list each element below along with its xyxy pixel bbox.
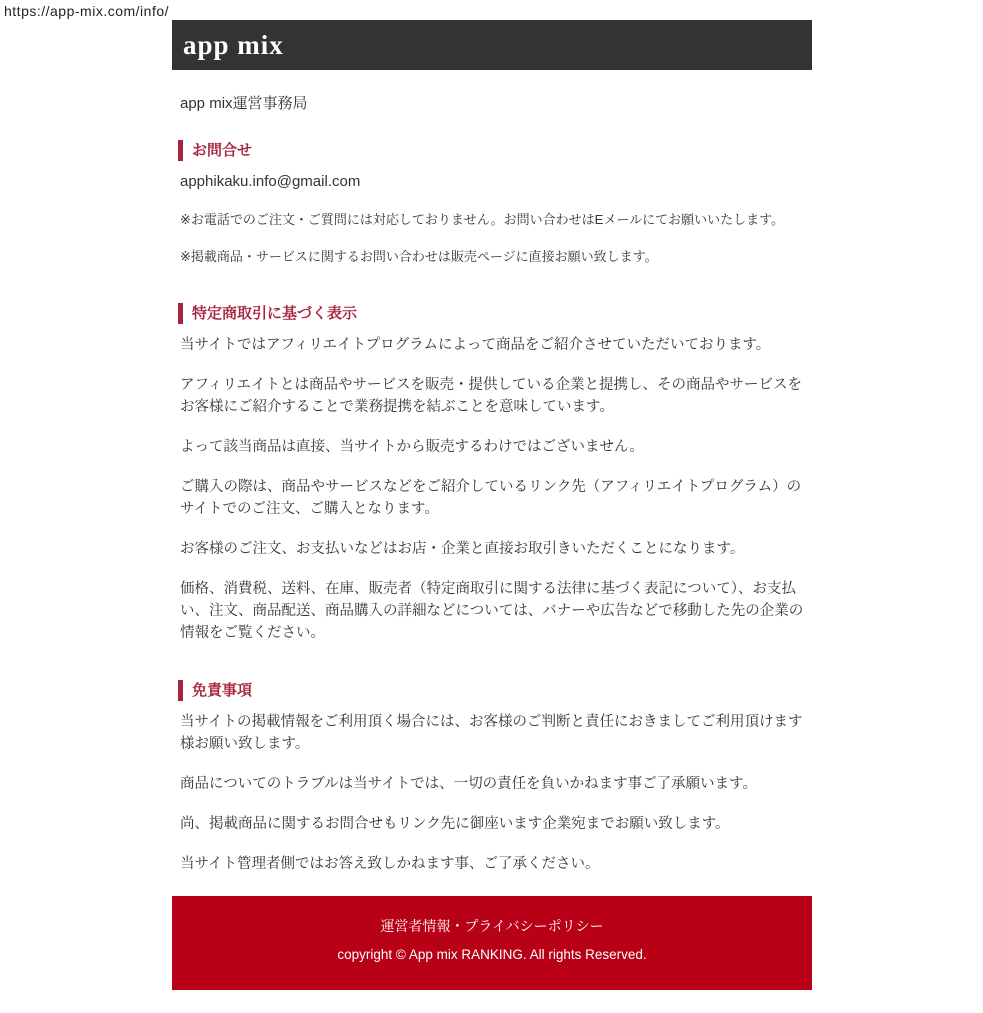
site-header xyxy=(172,20,812,70)
commerce-paragraph: 価格、消費税、送料、在庫、販売者（特定商取引に関する法律に基づく表記について）、お支払い、注文、商品配送、商品購入の詳細などについては、バナーや広告などで移動した先の企業の情報をご覧ください。 xyxy=(180,581,804,641)
site-title[interactable]: app mix xyxy=(183,29,284,60)
section-heading-commerce: 特定商取引に基づく表示 xyxy=(178,303,804,324)
section-heading-contact: お問合せ xyxy=(178,140,804,161)
contact-note-phone: ※お電話でのご注文・ご質問には対応しておりません。お問い合わせはEメールにてお願いいたします。 xyxy=(180,212,785,227)
operator-name: app mix運営事務局 xyxy=(180,95,308,112)
main-content xyxy=(172,93,812,875)
commerce-paragraph: お客様のご注文、お支払いなどはお店・企業と直接お取引きいただくことになります。 xyxy=(180,541,745,557)
commerce-paragraph: アフィリエイトとは商品やサービスを販売・提供している企業と提携し、その商品やサービスをお客様にご紹介することで業務提携を結ぶことを意味しています。 xyxy=(180,377,803,415)
content-column xyxy=(172,0,812,990)
disclaimer-paragraph: 尚、掲載商品に関するお問合せもリンク先に御座います企業宛までお願い致します。 xyxy=(180,816,730,832)
section-heading-disclaimer: 免責事項 xyxy=(178,680,804,701)
contact-note-products: ※掲載商品・サービスに関するお問い合わせは販売ページに直接お願い致します。 xyxy=(180,249,658,264)
disclaimer-paragraph: 当サイトの掲載情報をご利用頂く場合には、お客様のご判断と責任におきましてご利用頂けます様お願い致します。 xyxy=(180,714,803,752)
site-footer xyxy=(172,896,812,990)
commerce-paragraph: ご購入の際は、商品やサービスなどをご紹介しているリンク先（アフィリエイトプログラム）のサイトでのご注文、ご購入となります。 xyxy=(180,479,802,517)
browser-url: https://app-mix.com/info/ xyxy=(4,3,170,19)
commerce-paragraph: 当サイトではアフィリエイトプログラムによって商品をご紹介させていただいております。 xyxy=(180,337,771,353)
commerce-paragraph: よって該当商品は直接、当サイトから販売するわけではございません。 xyxy=(180,439,644,455)
copyright-text: copyright © App mix RANKING. All rights Reserved. xyxy=(337,947,647,962)
disclaimer-paragraph: 商品についてのトラブルは当サイトでは、一切の責任を負いかねます事ご了承願います。 xyxy=(180,776,757,792)
disclaimer-paragraph: 当サイト管理者側ではお答え致しかねます事、ご了承ください。 xyxy=(180,856,600,872)
footer-privacy-policy-link[interactable]: 運営者情報・プライバシーポリシー xyxy=(380,918,604,934)
contact-email-link[interactable]: apphikaku.info@gmail.com xyxy=(180,173,361,190)
